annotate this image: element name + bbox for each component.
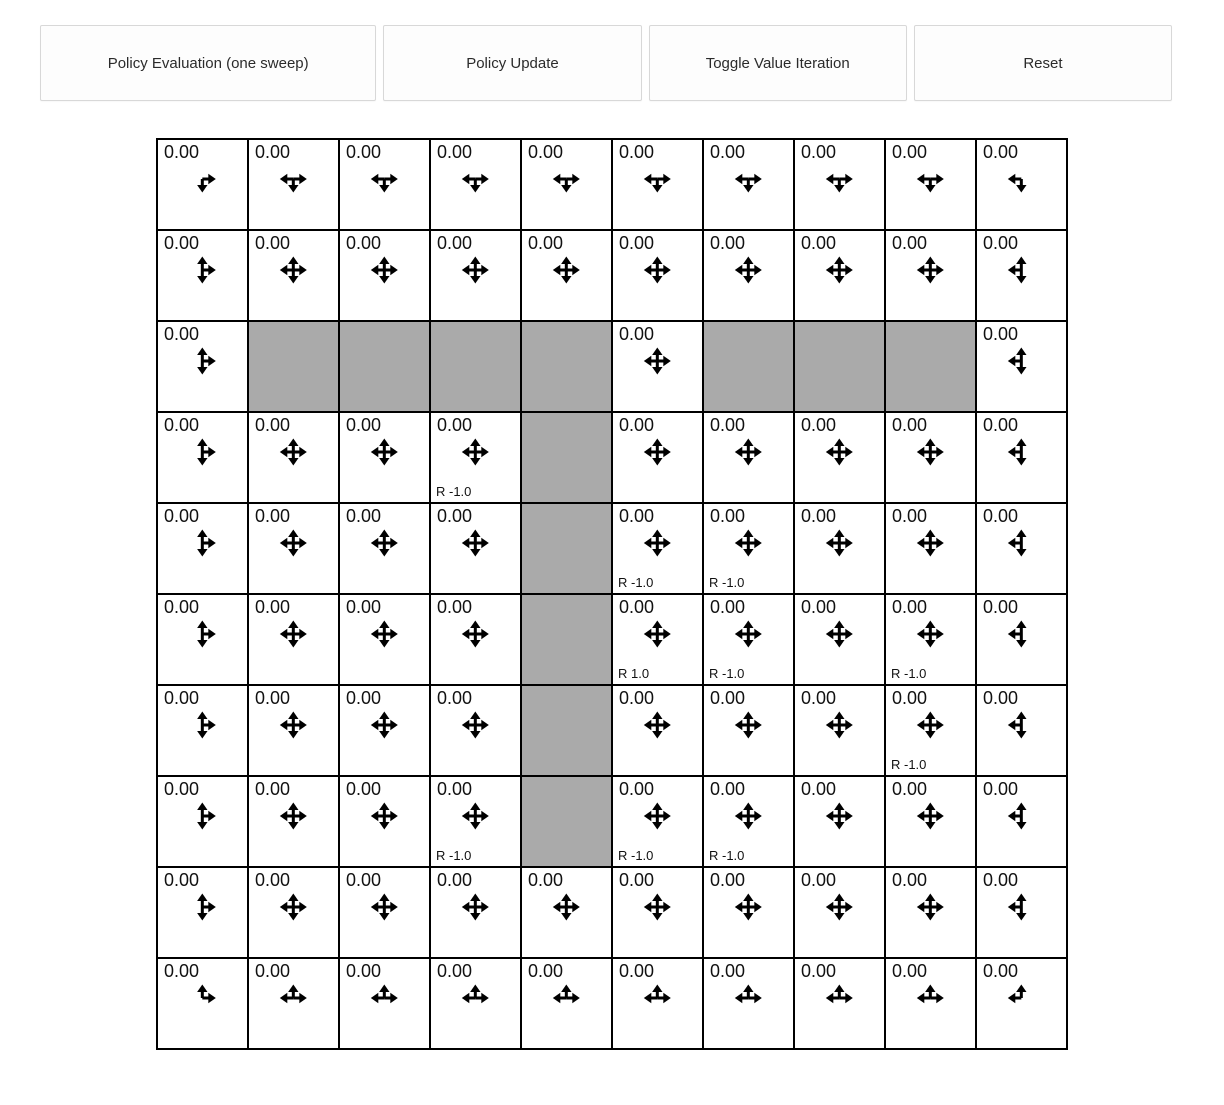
grid-cell[interactable] [340,868,429,957]
grid-cell[interactable] [158,777,247,866]
cell-value: 0.00 [255,506,291,526]
cell-value: 0.00 [528,961,564,981]
cell-value: 0.00 [619,597,655,617]
cell-value: 0.00 [437,597,473,617]
grid-cell[interactable] [977,595,1066,684]
cell-reward: R -1.0 [436,848,472,863]
reset-button[interactable]: Reset [914,25,1172,101]
cell-value: 0.00 [164,597,200,617]
cell-value: 0.00 [983,597,1019,617]
grid-cell[interactable] [249,959,338,1048]
cell-reward: R -1.0 [891,666,927,681]
cell-value: 0.00 [801,233,837,253]
grid-cell[interactable] [158,868,247,957]
grid-cell[interactable] [613,504,702,593]
cell-value: 0.00 [437,688,473,708]
wall-cell [522,413,611,502]
cell-value: 0.00 [983,506,1019,526]
grid-cell[interactable] [886,231,975,320]
cell-value: 0.00 [255,688,291,708]
policy-update-button[interactable]: Policy Update [383,25,641,101]
grid-cell[interactable] [886,686,975,775]
cell-value: 0.00 [164,233,200,253]
wall-cell [795,322,884,411]
grid-cell[interactable] [431,777,520,866]
cell-reward: R -1.0 [436,484,472,499]
cell-reward: R -1.0 [618,848,654,863]
grid-cell[interactable] [613,595,702,684]
grid-cell[interactable] [249,231,338,320]
cell-value: 0.00 [710,688,746,708]
cell-reward: R -1.0 [891,757,927,772]
grid-cell[interactable] [158,959,247,1048]
grid-cell[interactable] [977,231,1066,320]
grid-cell[interactable] [249,868,338,957]
cell-value: 0.00 [437,142,473,162]
grid-cell[interactable] [249,686,338,775]
wall-cell [704,322,793,411]
grid-cell[interactable] [158,140,247,229]
grid-cell[interactable] [431,140,520,229]
cell-value: 0.00 [346,506,382,526]
cell-value: 0.00 [710,597,746,617]
cell-value: 0.00 [346,142,382,162]
cell-value: 0.00 [255,233,291,253]
grid-cell[interactable] [795,595,884,684]
gridworld-grid [156,138,1068,1050]
cell-value: 0.00 [437,415,473,435]
cell-reward: R -1.0 [709,848,745,863]
grid-cell[interactable] [158,413,247,502]
grid-cell[interactable] [704,686,793,775]
cell-value: 0.00 [619,779,655,799]
grid-cell[interactable] [431,413,520,502]
grid-cell[interactable] [886,504,975,593]
grid-cell[interactable] [704,231,793,320]
grid-cell[interactable] [158,686,247,775]
grid-cell[interactable] [613,777,702,866]
cell-value: 0.00 [983,233,1019,253]
grid-cell[interactable] [795,777,884,866]
grid-cell[interactable] [249,595,338,684]
grid-cell[interactable] [977,868,1066,957]
cell-value: 0.00 [619,142,655,162]
grid-cell[interactable] [158,322,247,411]
cell-value: 0.00 [892,506,928,526]
cell-value: 0.00 [801,506,837,526]
cell-value: 0.00 [983,324,1019,344]
grid-cell[interactable] [340,959,429,1048]
cell-value: 0.00 [892,870,928,890]
grid-cell[interactable] [613,140,702,229]
grid-cell[interactable] [431,686,520,775]
cell-value: 0.00 [619,233,655,253]
cell-value: 0.00 [346,597,382,617]
grid-cell[interactable] [249,504,338,593]
cell-value: 0.00 [164,688,200,708]
grid-cell[interactable] [340,140,429,229]
grid-cell[interactable] [340,413,429,502]
cell-value: 0.00 [346,779,382,799]
grid-cell[interactable] [431,231,520,320]
grid-cell[interactable] [340,686,429,775]
cell-value: 0.00 [983,870,1019,890]
cell-value: 0.00 [892,779,928,799]
cell-value: 0.00 [983,688,1019,708]
grid-cell[interactable] [704,777,793,866]
cell-value: 0.00 [710,415,746,435]
cell-value: 0.00 [528,870,564,890]
cell-value: 0.00 [619,688,655,708]
cell-value: 0.00 [437,233,473,253]
cell-value: 0.00 [255,870,291,890]
cell-value: 0.00 [892,233,928,253]
cell-value: 0.00 [892,142,928,162]
grid-cell[interactable] [977,413,1066,502]
cell-value: 0.00 [710,506,746,526]
cell-value: 0.00 [346,415,382,435]
grid-cell[interactable] [977,686,1066,775]
wall-cell [522,595,611,684]
grid-cell[interactable] [704,413,793,502]
wall-cell [522,322,611,411]
grid-cell[interactable] [431,504,520,593]
wall-cell [522,504,611,593]
cell-value: 0.00 [710,870,746,890]
grid-cell[interactable] [704,959,793,1048]
cell-value: 0.00 [710,142,746,162]
grid-cell[interactable] [795,231,884,320]
grid-cell[interactable] [704,595,793,684]
cell-value: 0.00 [255,779,291,799]
cell-value: 0.00 [255,142,291,162]
cell-value: 0.00 [801,961,837,981]
grid-cell[interactable] [795,140,884,229]
grid-cell[interactable] [795,504,884,593]
grid-cell[interactable] [977,777,1066,866]
grid-cell[interactable] [340,504,429,593]
cell-value: 0.00 [619,506,655,526]
cell-value: 0.00 [346,961,382,981]
cell-value: 0.00 [255,597,291,617]
grid-cell[interactable] [340,231,429,320]
grid-cell[interactable] [249,413,338,502]
grid-cell[interactable] [613,322,702,411]
grid-cell[interactable] [977,322,1066,411]
grid-cell[interactable] [886,413,975,502]
cell-value: 0.00 [164,506,200,526]
cell-value: 0.00 [892,597,928,617]
grid-cell[interactable] [704,140,793,229]
cell-value: 0.00 [164,961,200,981]
cell-value: 0.00 [801,779,837,799]
grid-cell[interactable] [431,868,520,957]
cell-value: 0.00 [801,688,837,708]
cell-value: 0.00 [164,415,200,435]
grid-cell[interactable] [795,413,884,502]
cell-value: 0.00 [801,870,837,890]
cell-value: 0.00 [710,779,746,799]
cell-value: 0.00 [255,961,291,981]
cell-reward: R -1.0 [618,575,654,590]
cell-value: 0.00 [528,142,564,162]
grid-cell[interactable] [886,140,975,229]
cell-value: 0.00 [710,233,746,253]
grid-cell[interactable] [977,959,1066,1048]
cell-value: 0.00 [983,779,1019,799]
wall-cell [340,322,429,411]
cell-value: 0.00 [164,779,200,799]
grid-cell[interactable] [977,140,1066,229]
cell-value: 0.00 [801,597,837,617]
grid-cell[interactable] [886,595,975,684]
grid-cell[interactable] [522,868,611,957]
grid-cell[interactable] [613,686,702,775]
cell-value: 0.00 [983,415,1019,435]
cell-value: 0.00 [892,688,928,708]
cell-value: 0.00 [619,870,655,890]
grid-cell[interactable] [158,504,247,593]
grid-cell[interactable] [886,959,975,1048]
grid-cell[interactable] [886,777,975,866]
wall-cell [431,322,520,411]
cell-value: 0.00 [619,324,655,344]
grid-cell[interactable] [431,595,520,684]
cell-value: 0.00 [892,415,928,435]
grid-cell[interactable] [795,959,884,1048]
cell-reward: R -1.0 [709,575,745,590]
cell-value: 0.00 [710,961,746,981]
grid-cell[interactable] [340,595,429,684]
policy-evaluation-button[interactable]: Policy Evaluation (one sweep) [40,25,376,101]
grid-cell[interactable] [431,959,520,1048]
grid-cell[interactable] [977,504,1066,593]
grid-cell[interactable] [704,868,793,957]
wall-cell [522,686,611,775]
grid-cell[interactable] [613,868,702,957]
cell-value: 0.00 [255,415,291,435]
cell-value: 0.00 [346,870,382,890]
grid-cell[interactable] [158,595,247,684]
cell-value: 0.00 [983,961,1019,981]
grid-cell[interactable] [249,140,338,229]
cell-value: 0.00 [164,870,200,890]
cell-value: 0.00 [801,415,837,435]
cell-value: 0.00 [164,324,200,344]
grid-cell[interactable] [795,686,884,775]
grid-cell[interactable] [522,140,611,229]
cell-value: 0.00 [892,961,928,981]
cell-reward: R -1.0 [709,666,745,681]
wall-cell [886,322,975,411]
toolbar [40,25,1172,101]
grid-cell[interactable] [158,231,247,320]
cell-value: 0.00 [437,779,473,799]
cell-value: 0.00 [164,142,200,162]
grid-cell[interactable] [886,868,975,957]
cell-value: 0.00 [437,870,473,890]
cell-value: 0.00 [983,142,1019,162]
cell-value: 0.00 [528,233,564,253]
wall-cell [249,322,338,411]
grid-cell[interactable] [340,777,429,866]
cell-value: 0.00 [437,506,473,526]
grid-cell[interactable] [613,959,702,1048]
cell-value: 0.00 [346,233,382,253]
grid-cell[interactable] [795,868,884,957]
toggle-value-iteration-button[interactable]: Toggle Value Iteration [649,25,907,101]
grid-cell[interactable] [522,231,611,320]
cell-value: 0.00 [619,961,655,981]
grid-cell[interactable] [613,231,702,320]
cell-value: 0.00 [437,961,473,981]
grid-cell[interactable] [249,777,338,866]
grid-cell[interactable] [613,413,702,502]
cell-value: 0.00 [346,688,382,708]
cell-value: 0.00 [619,415,655,435]
grid-cell[interactable] [704,504,793,593]
grid-cell[interactable] [522,959,611,1048]
cell-reward: R 1.0 [618,666,650,681]
cell-value: 0.00 [801,142,837,162]
wall-cell [522,777,611,866]
